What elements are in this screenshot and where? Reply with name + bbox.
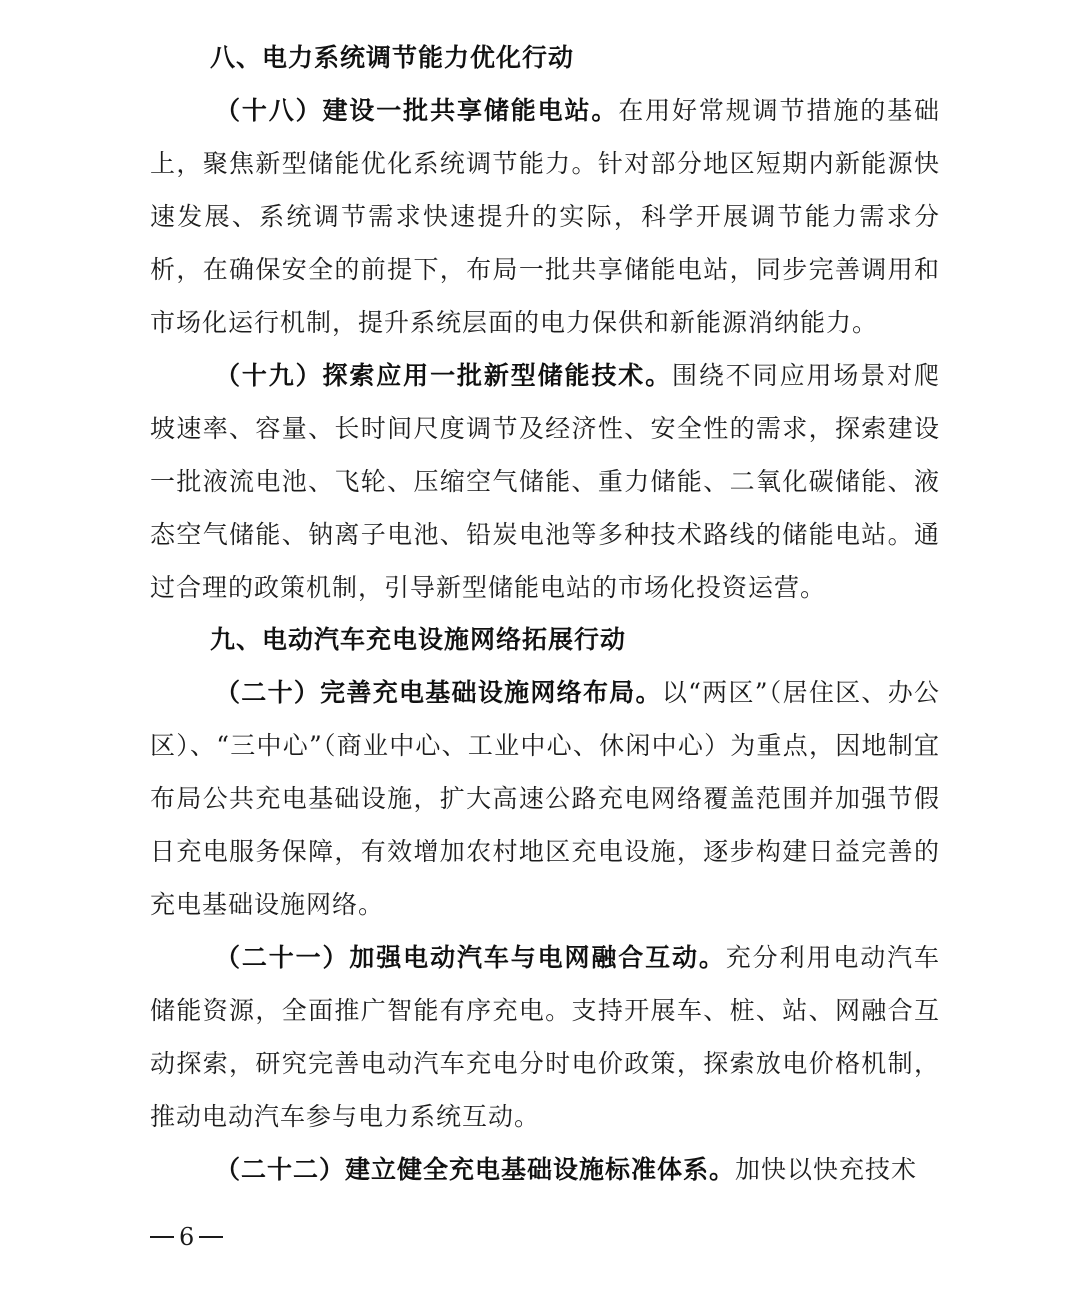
paragraph-text: 以“两区”（居住区、办公区）、“三中心”（商业中心、工业中心、休闲中心）为重点，因地制宜布局公共充电基础设施，扩大高速公路充电网络覆盖范围并加强节假日充电服务保障，有效增加农村地区充电设施，逐步构建日益完善的充电基础设施网络。: [150, 678, 940, 919]
paragraph-lead: （二十一）加强电动汽车与电网融合互动。: [215, 943, 726, 972]
page-number-dash-left: [150, 1236, 174, 1238]
paragraph-text: 在用好常规调节措施的基础上，聚焦新型储能优化系统调节能力。针对部分地区短期内新能源快速发展、系统调节需求快速提升的实际，科学开展调节能力需求分析，在确保安全的前提下，布局一批共享储能电站，同步完善调用和市场化运行机制，提升系统层面的电力保供和新能源消纳能力。: [150, 96, 940, 337]
paragraph-20: [150, 666, 940, 931]
paragraph-lead: （二十二）建立健全充电基础设施标准体系。: [215, 1155, 736, 1184]
page-number: 6: [179, 1222, 195, 1251]
section-heading-8: 八、电力系统调节能力优化行动: [210, 43, 575, 72]
paragraph-lead: （十九）探索应用一批新型储能技术。: [215, 361, 673, 390]
paragraph-lead: （二十）完善充电基础设施网络布局。: [215, 678, 662, 707]
paragraph-text: 围绕不同应用场景对爬坡速率、容量、长时间尺度调节及经济性、安全性的需求，探索建设一批液流电池、飞轮、压缩空气储能、重力储能、二氧化碳储能、液态空气储能、钠离子电池、铅炭电池等多种技术路线的储能电站。通过合理的政策机制，引导新型储能电站的市场化投资运营。: [150, 361, 940, 602]
document-body: [150, 32, 940, 1196]
paragraph-18: [150, 84, 940, 349]
paragraph-text: 充分利用电动汽车储能资源，全面推广智能有序充电。支持开展车、桩、站、网融合互动探索，研究完善电动汽车充电分时电价政策，探索放电价格机制，推动电动汽车参与电力系统互动。: [150, 943, 940, 1131]
paragraph-lead: （十八）建设一批共享储能电站。: [215, 96, 619, 125]
paragraph-text: 加快以快充技术: [735, 1155, 918, 1184]
paragraph-22: [150, 1143, 940, 1196]
paragraph-19: [150, 349, 940, 614]
page-number-dash-right: [199, 1236, 223, 1238]
page-footer: [150, 1218, 223, 1252]
paragraph-21: [150, 931, 940, 1143]
section-heading-9: 九、电动汽车充电设施网络拓展行动: [210, 625, 627, 654]
